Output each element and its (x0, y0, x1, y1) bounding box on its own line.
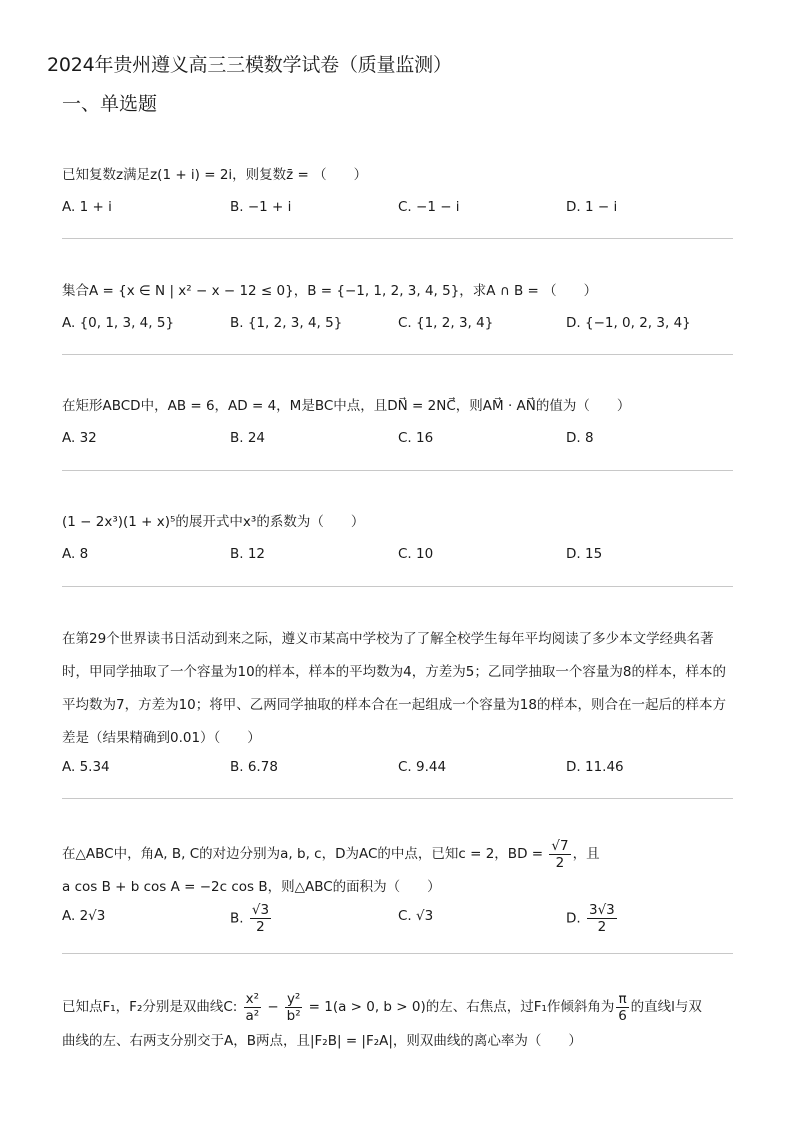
option-b: B. −1 + i (230, 199, 292, 215)
divider (62, 470, 733, 471)
question-3-options (62, 430, 734, 452)
option-d: D. 8 (566, 430, 594, 446)
question-7-stem-text: 已知点F₁，F₂分别是双曲线C: (62, 999, 242, 1015)
option-d: D. 15 (566, 546, 603, 562)
fraction-denominator: b² (286, 1007, 301, 1024)
fraction-denominator: 2 (256, 919, 265, 935)
fraction-numerator: √7 (551, 837, 569, 854)
option-b: B. 12 (230, 546, 266, 562)
page-title: 2024年贵州遵义高三三模数学试卷（质量监测） (47, 54, 452, 76)
option-a: A. 5.34 (62, 759, 110, 775)
fraction-angle (616, 991, 628, 1024)
question-5-options (62, 759, 734, 781)
fraction-numerator: π (618, 990, 627, 1007)
fraction-numerator: 3√3 (588, 902, 615, 918)
fraction-denominator: 6 (618, 1007, 627, 1024)
divider (62, 953, 733, 954)
question-7-stem-text: = 1(a > 0, b > 0)的左、右焦点，过F₁作倾斜角为 (304, 999, 615, 1015)
option-a: A. 2√3 (62, 908, 106, 924)
option-b-fraction (250, 902, 271, 935)
question-7-stem-line-1 (62, 988, 734, 1026)
option-b (230, 902, 273, 935)
fraction-denominator: 2 (555, 854, 565, 871)
fraction-x (244, 991, 261, 1024)
option-d (566, 902, 619, 935)
fraction-denominator: 2 (597, 919, 607, 935)
question-7-stem-line-2: 曲线的左、右两支分别交于A，B两点，且|F₂B| = |F₂A|，则双曲线的离心率为（ ） (62, 1033, 582, 1049)
option-label: D. (566, 910, 581, 927)
divider (62, 798, 733, 799)
question-1-stem: 已知复数z满足z(1 + i) = 2i，则复数z̄ = （ ） (62, 167, 368, 183)
question-4-options (62, 546, 734, 568)
option-c: C. −1 − i (398, 199, 460, 215)
option-a: A. 1 + i (62, 199, 112, 215)
option-c: C. {1, 2, 3, 4} (398, 315, 494, 331)
divider (62, 586, 733, 587)
fraction-numerator: √3 (251, 902, 270, 918)
minus-sign: − (263, 999, 283, 1015)
option-d: D. {−1, 0, 2, 3, 4} (566, 315, 691, 331)
question-5-stem: 在第29个世界读书日活动到来之际，遵义市某高中学校为了了解全校学生每年平均阅读了多少本文学经典名著时，甲同学抽取了一个容量为10的样本，样本的平均数为4，方差为5；乙同学抽取一个容量为8的样本，样本的平均数为7，方差为10；将甲、乙两同学抽取的样本合在一起组成一个容量为18的样本，则合在一起后的样本方差是（结果精确到0.01）（ ） (62, 631, 726, 746)
question-6-stem-line-2: a cos B + b cos A = −2c cos B，则△ABC的面积为（ ） (62, 879, 441, 895)
option-b: B. {1, 2, 3, 4, 5} (230, 315, 343, 331)
question-3-stem: 在矩形ABCD中，AB = 6，AD = 4，M是BC中点，且DN⃗ = 2NC⃗，则AM⃗ · AN⃗的值为（ ） (62, 398, 631, 414)
option-d: D. 1 − i (566, 199, 618, 215)
question-6-options (62, 902, 734, 942)
option-label: B. (230, 910, 244, 927)
divider (62, 354, 733, 355)
question-4-stem: (1 − 2x³)(1 + x)⁵的展开式中x³的系数为（ ） (62, 514, 365, 530)
option-c: C. √3 (398, 908, 434, 924)
fraction-bd (549, 838, 570, 871)
question-6-stem-line-1 (62, 836, 734, 872)
fraction-numerator: x² (245, 990, 260, 1007)
question-6-stem-text: 在△ABC中，角A, B, C的对边分别为a, b, c，D为AC的中点，已知c = 2，BD = (62, 846, 548, 862)
option-a: A. 32 (62, 430, 97, 446)
question-2-stem: 集合A = {x ∈ N | x² − x − 12 ≤ 0}，B = {−1, 1, 2, 3, 4, 5}，求A ∩ B = （ ） (62, 283, 598, 299)
question-6-stem-text: ，且 (572, 846, 600, 862)
option-c: C. 9.44 (398, 759, 447, 775)
option-d-fraction (587, 902, 617, 935)
option-c: C. 10 (398, 546, 434, 562)
option-b: B. 6.78 (230, 759, 278, 775)
option-c: C. 16 (398, 430, 434, 446)
option-a: A. 8 (62, 546, 89, 562)
question-7-stem-text: 的直线l与双 (630, 999, 702, 1015)
option-d: D. 11.46 (566, 759, 624, 775)
fraction-y (285, 991, 302, 1024)
option-a: A. {0, 1, 3, 4, 5} (62, 315, 175, 331)
divider (62, 238, 733, 239)
question-1-options (62, 199, 734, 221)
section-heading: 一、单选题 (62, 93, 158, 115)
fraction-denominator: a² (245, 1007, 260, 1024)
question-2-options (62, 315, 734, 337)
fraction-numerator: y² (286, 990, 301, 1007)
option-b: B. 24 (230, 430, 266, 446)
